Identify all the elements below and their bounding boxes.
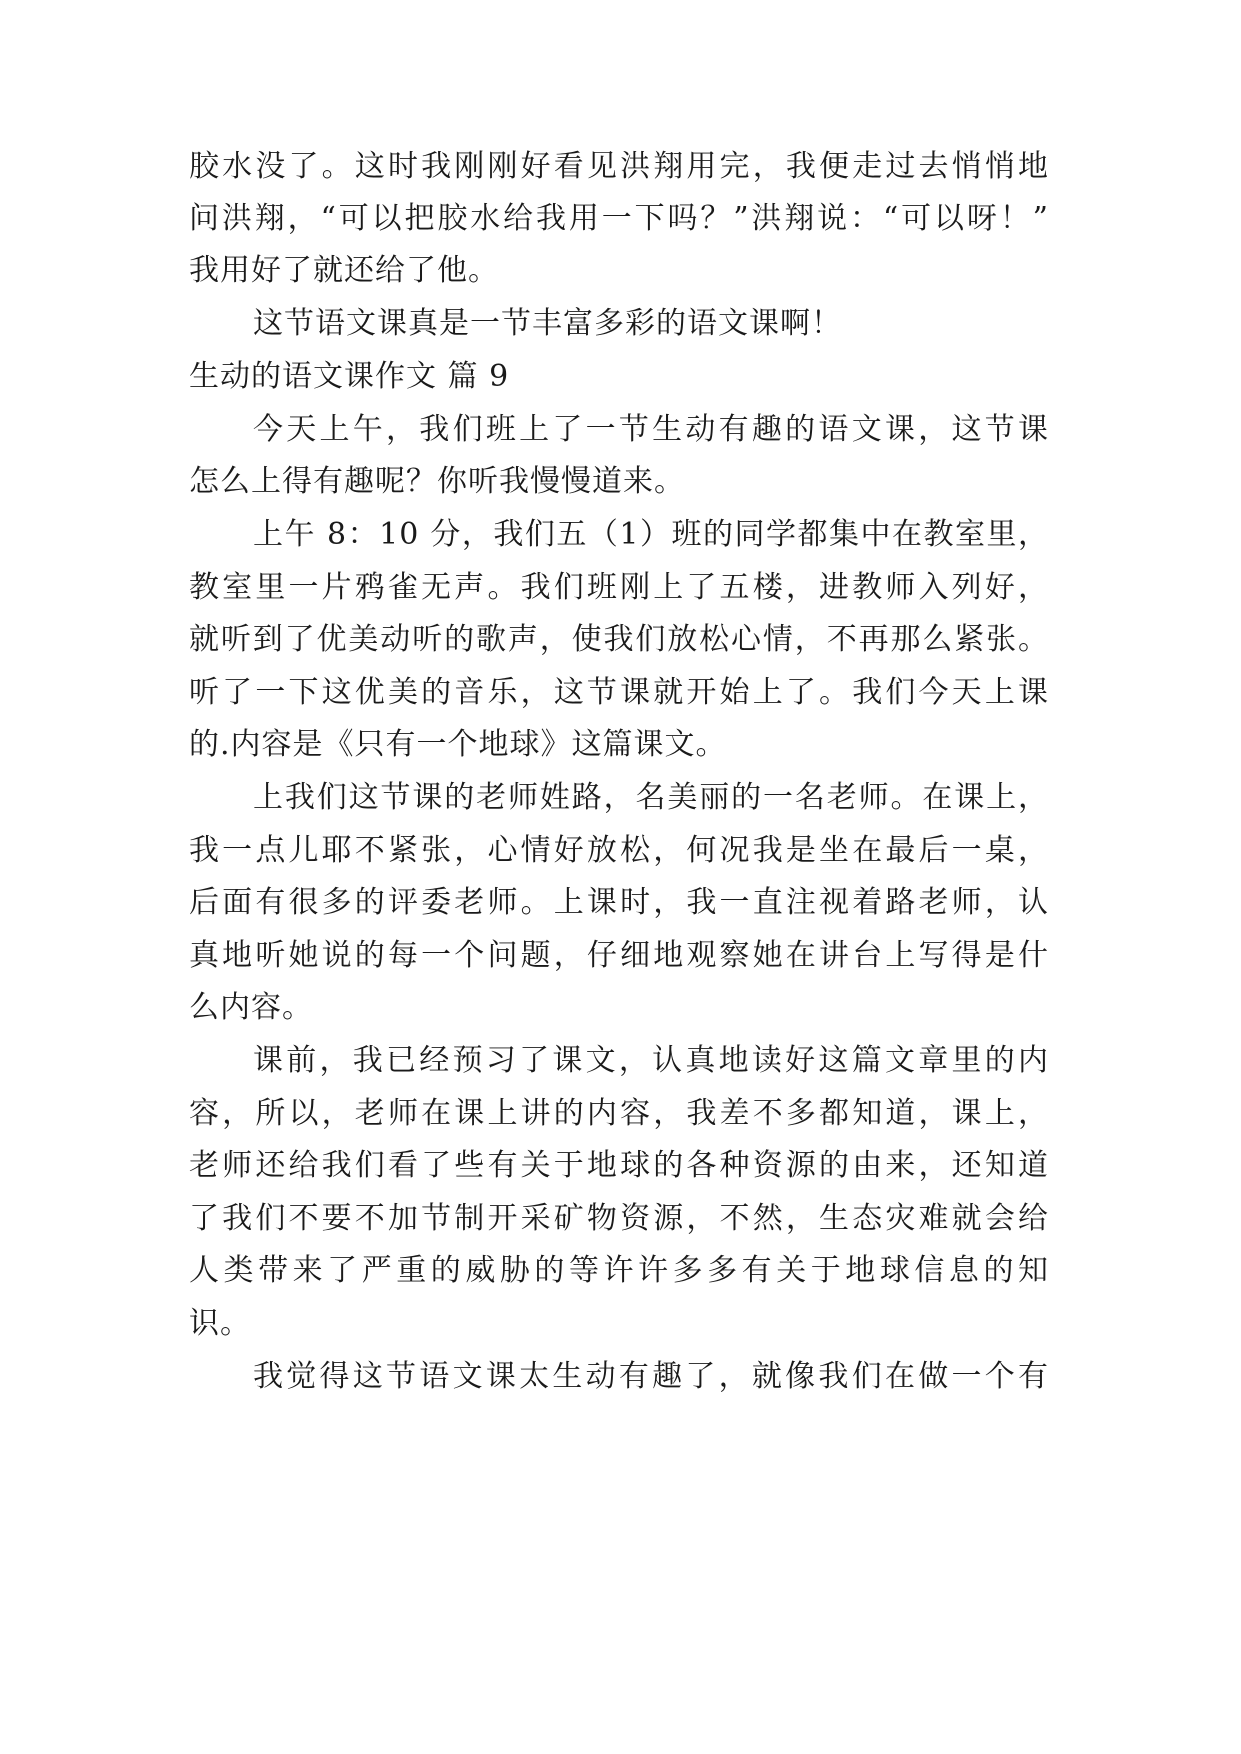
text-line: 了我们不要不加节制开采矿物资源，不然，生态灾难就会给 bbox=[189, 1201, 1049, 1236]
text-line: 我用好了就还给了他。 bbox=[189, 253, 499, 288]
text-line: 听了一下这优美的音乐，这节课就开始上了。我们今天上课 bbox=[189, 675, 1049, 710]
text-line: 我觉得这节语文课太生动有趣了，就像我们在做一个有 bbox=[253, 1359, 1049, 1394]
text-line: 上午 8：10 分，我们五（1）班的同学都集中在教室里， bbox=[253, 517, 1049, 552]
text-line: 问洪翔，“可以把胶水给我用一下吗？”洪翔说：“可以呀！” bbox=[189, 201, 1049, 236]
text-line: 我一点儿耶不紧张，心情好放松，何况我是坐在最后一桌， bbox=[189, 833, 1049, 868]
text-line: 就听到了优美动听的歌声，使我们放松心情，不再那么紧张。 bbox=[189, 622, 1049, 657]
text-line: 容，所以，老师在课上讲的内容，我差不多都知道，课上， bbox=[189, 1096, 1049, 1131]
text-line: 老师还给我们看了些有关于地球的各种资源的由来，还知道 bbox=[189, 1148, 1049, 1183]
text-line: 人类带来了严重的威胁的等许许多多有关于地球信息的知 bbox=[189, 1253, 1049, 1288]
text-line: 胶水没了。这时我刚刚好看见洪翔用完，我便走过去悄悄地 bbox=[189, 149, 1049, 184]
section-heading: 生动的语文课作文 篇 9 bbox=[189, 359, 510, 394]
text-line: 教室里一片鸦雀无声。我们班刚上了五楼，进教师入列好， bbox=[189, 570, 1049, 605]
text-line: 真地听她说的每一个问题，仔细地观察她在讲台上写得是什 bbox=[189, 938, 1049, 973]
text-line: 这节语文课真是一节丰富多彩的语文课啊！ bbox=[253, 306, 842, 341]
text-line: 课前，我已经预习了课文，认真地读好这篇文章里的内 bbox=[253, 1043, 1049, 1078]
text-line: 的.内容是《只有一个地球》这篇课文。 bbox=[189, 727, 727, 762]
text-line: 上我们这节课的老师姓路，名美丽的一名老师。在课上， bbox=[253, 780, 1049, 815]
text-line: 今天上午，我们班上了一节生动有趣的语文课，这节课 bbox=[253, 412, 1049, 447]
text-line: 后面有很多的评委老师。上课时，我一直注视着路老师，认 bbox=[189, 885, 1049, 920]
text-line: 么内容。 bbox=[189, 990, 313, 1025]
text-line: 识。 bbox=[189, 1306, 251, 1341]
text-line: 怎么上得有趣呢？你听我慢慢道来。 bbox=[189, 464, 685, 499]
